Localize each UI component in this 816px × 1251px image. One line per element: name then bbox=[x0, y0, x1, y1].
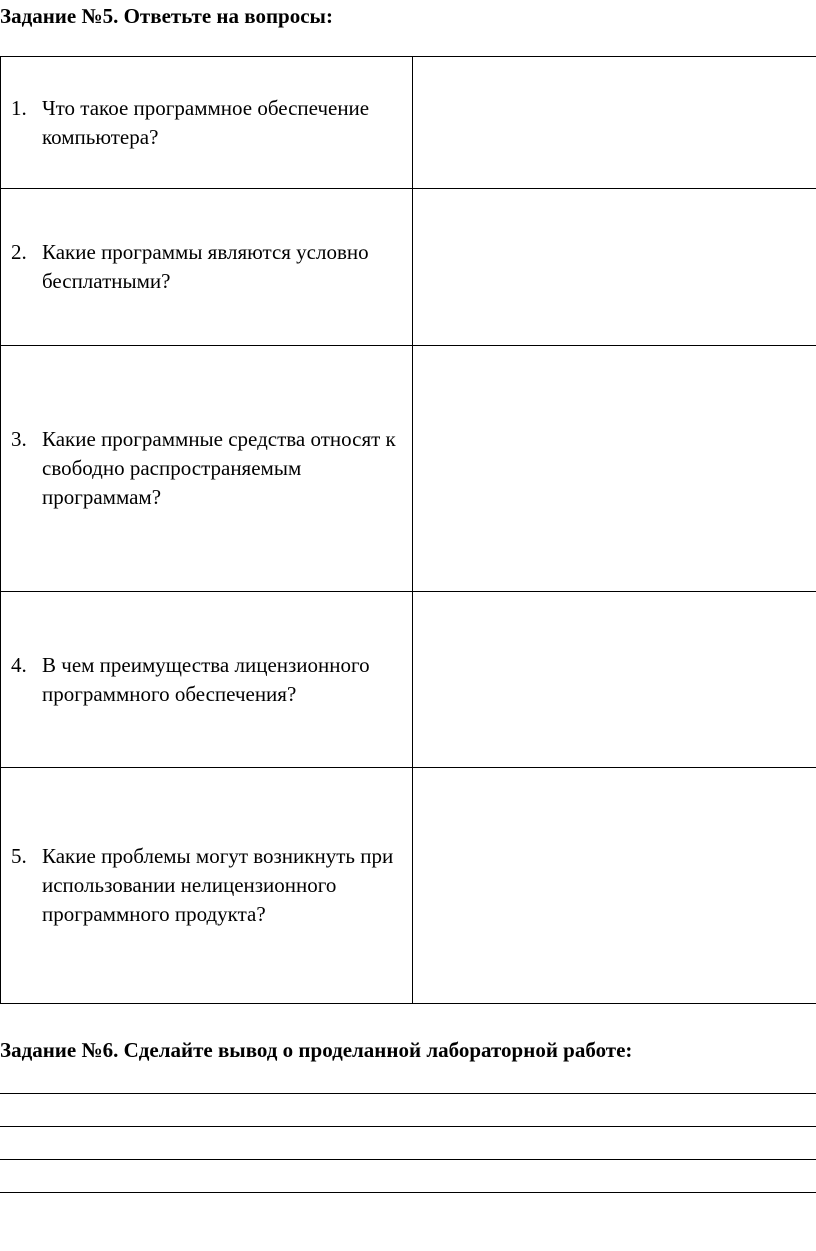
answer-cell-3[interactable] bbox=[413, 346, 816, 592]
answer-line-2[interactable] bbox=[0, 1126, 816, 1127]
question-number-5: 5. bbox=[11, 844, 27, 868]
answer-line-1[interactable] bbox=[0, 1093, 816, 1094]
answer-cell-5[interactable] bbox=[413, 768, 816, 1004]
task5-heading: Задание №5. Ответьте на вопросы: bbox=[0, 4, 333, 28]
answer-cell-1[interactable] bbox=[413, 57, 816, 189]
question-text-3: Какие программные средства относят к свободно распространяемым программам? bbox=[42, 427, 396, 509]
question-cell-2 bbox=[1, 189, 413, 346]
table-row bbox=[1, 189, 816, 346]
question-cell-1 bbox=[1, 57, 413, 189]
question-cell-4 bbox=[1, 592, 413, 768]
answer-line-4[interactable] bbox=[0, 1192, 816, 1193]
answer-line-3[interactable] bbox=[0, 1159, 816, 1160]
question-cell-3 bbox=[1, 346, 413, 592]
table-row bbox=[1, 592, 816, 768]
questions-table bbox=[0, 56, 816, 1004]
question-number-4: 4. bbox=[11, 652, 27, 677]
question-cell-5 bbox=[1, 768, 413, 1004]
question-text-5: Какие проблемы могут возникнуть при использовании нелицензионного программного продукта? bbox=[42, 844, 394, 926]
question-number-1: 1. bbox=[11, 95, 27, 120]
answer-cell-2[interactable] bbox=[413, 189, 816, 346]
table-row bbox=[1, 768, 816, 1004]
answer-cell-4[interactable] bbox=[413, 592, 816, 768]
question-text-2: Какие программы являются условно бесплатными? bbox=[42, 240, 369, 293]
question-number-3: 3. bbox=[11, 427, 27, 451]
question-text-4: В чем преимущества лицензионного программного обеспечения? bbox=[42, 652, 370, 706]
task6-heading: Задание №6. Сделайте вывод о проделанной лабораторной работе: bbox=[0, 1038, 633, 1062]
table-row bbox=[1, 346, 816, 592]
question-text-1: Что такое программное обеспечение компьютера? bbox=[42, 95, 370, 149]
table-row bbox=[1, 57, 816, 189]
question-number-2: 2. bbox=[11, 240, 27, 264]
